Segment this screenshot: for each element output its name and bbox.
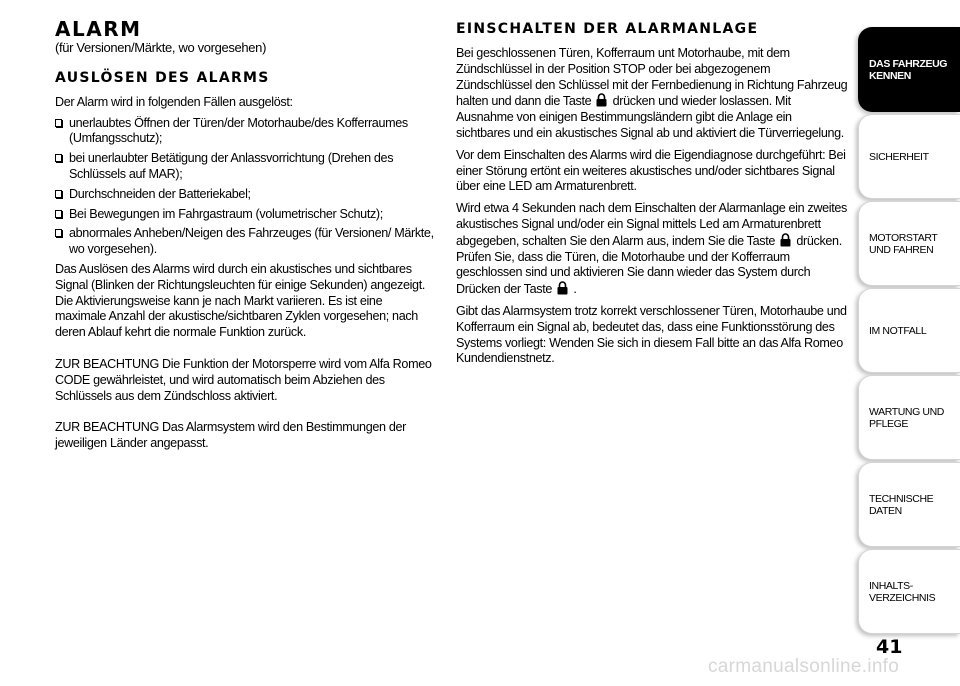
- page-number: 41: [876, 636, 903, 658]
- list-item: bei unerlaubter Betätigung der Anlassvorrichtung (Drehen des Schlüssels auf MAR);: [55, 151, 435, 183]
- trigger-intro: Der Alarm wird in folgenden Fällen ausgelöst:: [55, 94, 293, 109]
- section-heading-activate: EINSCHALTEN DER ALARMANLAGE: [456, 21, 759, 37]
- page-heading: ALARM: [55, 17, 142, 41]
- section-heading-trigger: AUSLÖSEN DES ALARMS: [55, 69, 270, 86]
- tab-motorstart-und-fahren[interactable]: MOTORSTART UND FAHREN: [858, 201, 960, 286]
- tab-das-fahrzeug-kennen[interactable]: DAS FAHRZEUG KENNEN: [858, 27, 960, 112]
- lock-icon: [557, 281, 568, 295]
- heading-subtitle: (für Versionen/Märkte, wo vorgesehen): [55, 40, 267, 55]
- right-column: [456, 18, 848, 367]
- alarm-description: Das Auslösen des Alarms wird durch ein akustisches und sichtbares Signal (Blinken der Richtungsleuchten für einige Sekunden) angezeigt. Die Aktivierungsweise kann je nach Markt variieren. Es ist eine maximale Anzahl der akustische/sichtbaren Zyklen vorgesehen; nach deren Ablauf kehrt die normale Funktion zurück.: [55, 261, 426, 340]
- checkbox-bullet-icon: [55, 190, 62, 198]
- trigger-list: [55, 116, 435, 258]
- note-engine-block: ZUR BEACHTUNG Die Funktion der Motorsperre wird vom Alfa Romeo CODE gewährleistet, und wird automatisch beim Abziehen des Schlüssels aus dem Zündschloss aktiviert.: [55, 356, 432, 403]
- list-item: Durchschneiden der Batteriekabel;: [55, 187, 435, 203]
- self-diagnosis-paragraph: Vor dem Einschalten des Alarms wird die Eigendiagnose durchgeführt: Bei einer Störung ertönt ein weiteres akustisches und/oder sichtbares Signal über eine LED am Armaturenbrett.: [456, 147, 846, 194]
- second-signal-paragraph: Wird etwa 4 Sekunden nach dem Einschalten der Alarmanlage ein zweites akustisches Signal und/oder ein Signal mittels Led am Armaturenbrett abgegeben, schalten Sie den Alarm aus, indem Sie die Taste drücken. Prüfen Sie, dass die Türen, die Motorhaube und der Kofferraum geschlossen sind und aktivieren Sie dann wieder das System durch Drücken der Taste .: [456, 201, 847, 297]
- list-item: abnormales Anheben/Neigen des Fahrzeuges (für Versionen/ Märkte, wo vorgesehen).: [55, 226, 435, 258]
- tab-sicherheit[interactable]: SICHERHEIT: [858, 114, 960, 199]
- list-item: unerlaubtes Öffnen der Türen/der Motorhaube/des Kofferraumes (Umfangsschutz);: [55, 116, 435, 148]
- chapter-tabs: [858, 27, 960, 636]
- tab-im-notfall[interactable]: IM NOTFALL: [858, 288, 960, 373]
- note-country-rules: ZUR BEACHTUNG Das Alarmsystem wird den Bestimmungen der jeweiligen Länder angepasst.: [55, 420, 406, 451]
- left-column: [55, 18, 435, 452]
- tab-inhaltsverzeichnis[interactable]: INHALTS- VERZEICHNIS: [858, 549, 960, 634]
- tab-technische-daten[interactable]: TECHNISCHE DATEN: [858, 462, 960, 547]
- activate-paragraph: Bei geschlossenen Türen, Kofferraum unt Motorhaube, mit dem Zündschlüssel in der Position STOP oder bei abgezogenem Zündschlüssel den Schlüssel mit der Fernbedienung in Richtung Fahrzeug halten und dann die Taste drücken und wieder loslassen. Mit Ausnahme von einigen Bestimmungsländern gibt die Anlage ein sichtbares und ein akustisches Signal ab und aktiviert die Türverriegelung.: [456, 46, 848, 140]
- watermark: carmanualsonline.info: [708, 656, 900, 677]
- lock-icon: [596, 93, 607, 107]
- checkbox-bullet-icon: [55, 229, 62, 237]
- lock-icon: [780, 233, 791, 247]
- malfunction-paragraph: Gibt das Alarmsystem trotz korrekt verschlossener Türen, Motorhaube und Kofferraum ein Signal ab, bedeutet das, dass eine Funktionsstörung des Systems vorliegt: Wenden Sie sich in diesem Fall bitte an das Alfa Romeo Kundendienstnetz.: [456, 303, 847, 366]
- checkbox-bullet-icon: [55, 154, 62, 162]
- list-item: Bei Bewegungen im Fahrgastraum (volumetrischer Schutz);: [55, 207, 435, 223]
- checkbox-bullet-icon: [55, 119, 62, 127]
- checkbox-bullet-icon: [55, 210, 62, 218]
- tab-wartung-und-pflege[interactable]: WARTUNG UND PFLEGE: [858, 375, 960, 460]
